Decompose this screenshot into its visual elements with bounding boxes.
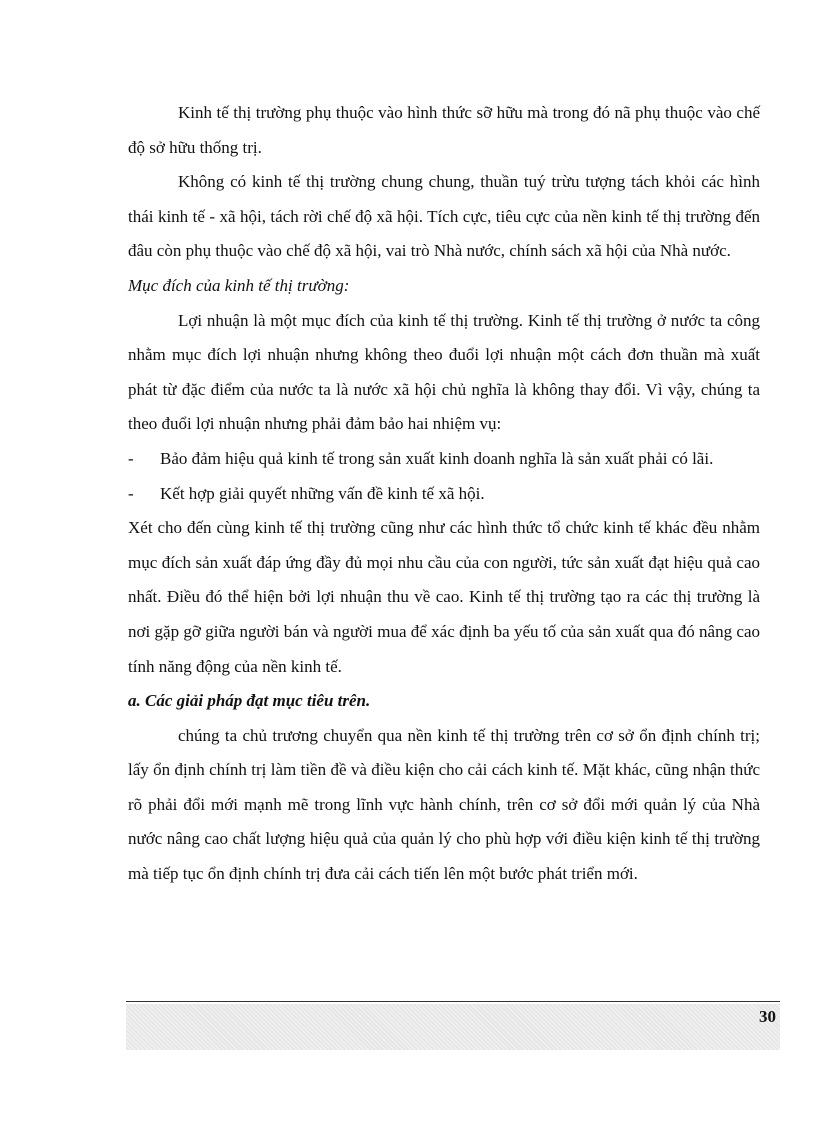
bullet-dash: - bbox=[128, 448, 134, 468]
bullet-item-economic-efficiency bbox=[128, 442, 760, 477]
bullet-item-social-issues bbox=[128, 477, 760, 512]
paragraph-market-social-regime: Không có kinh tế thị trường chung chung, thuần tuý trừu tượng tách khỏi các hình thái kinh tế - xã hội, tách rời chế độ xã hội. Tích cực, tiêu cực của nền kinh tế thị trường đến đâu còn phụ thuộc vào chế độ xã hội, vai trò Nhà nước, chính sách xã hội của Nhà nước. bbox=[128, 172, 760, 261]
document-body bbox=[128, 96, 760, 892]
page-footer bbox=[126, 1004, 780, 1050]
bullet-dash: - bbox=[128, 483, 134, 503]
footer-divider bbox=[126, 1001, 780, 1002]
page-number: 30 bbox=[759, 1007, 776, 1026]
section-heading-solutions: a. Các giải pháp đạt mục tiêu trên. bbox=[128, 691, 371, 711]
paragraph-market-conclusion: Xét cho đến cùng kinh tế thị trường cũng như các hình thức tổ chức kinh tế khác đều nhằm mục đích sản xuất đáp ứng đầy đủ mọi nhu cầu của con người, tức sản xuất đạt hiệu quả cao nhất. Điều đó thể hiện bởi lợi nhuận thu về cao. Kinh tế thị trường tạo ra các thị trường là nơi gặp gỡ giữa người bán và người mua để xác định ba yếu tố của sản xuất qua đó nâng cao tính năng động của nền kinh tế. bbox=[128, 518, 760, 676]
subheading-market-purpose: Mục đích của kinh tế thị trường: bbox=[128, 275, 350, 295]
bullet-text: Kết hợp giải quyết những vấn đề kinh tế xã hội. bbox=[160, 483, 485, 503]
bullet-text: Bảo đảm hiệu quả kinh tế trong sản xuất kinh doanh nghĩa là sản xuất phải có lãi. bbox=[160, 448, 714, 468]
paragraph-solutions: chúng ta chủ trương chuyển qua nền kinh tế thị trường trên cơ sở ổn định chính trị; lấy ổn định chính trị làm tiền đề và điều kiện cho cải cách kinh tế. Mặt khác, cũng nhận thức rõ phải đổi mới mạnh mẽ trong lĩnh vực hành chính, trên cơ sở đổi mới quản lý của Nhà nước nâng cao chất lượng hiệu quả của quản lý cho phù hợp với điều kiện kinh tế thị trường mà tiếp tục ổn định chính trị đưa cải cách tiến lên một bước phát triển mới. bbox=[128, 725, 760, 884]
paragraph-profit-purpose: Lợi nhuận là một mục đích của kinh tế thị trường. Kinh tế thị trường ở nước ta công nhằm mục đích lợi nhuận nhưng không theo đuổi lợi nhuận một cách đơn thuần mà xuất phát từ đặc điểm của nước ta là nước xã hội chủ nghĩa là không thay đổi. Vì vậy, chúng ta theo đuổi lợi nhuận nhưng phải đảm bảo hai nhiệm vụ: bbox=[128, 310, 760, 434]
paragraph-market-ownership: Kinh tế thị trường phụ thuộc vào hình thức sỡ hữu mà trong đó nã phụ thuộc vào chế độ sở hữu thống trị. bbox=[128, 103, 760, 157]
